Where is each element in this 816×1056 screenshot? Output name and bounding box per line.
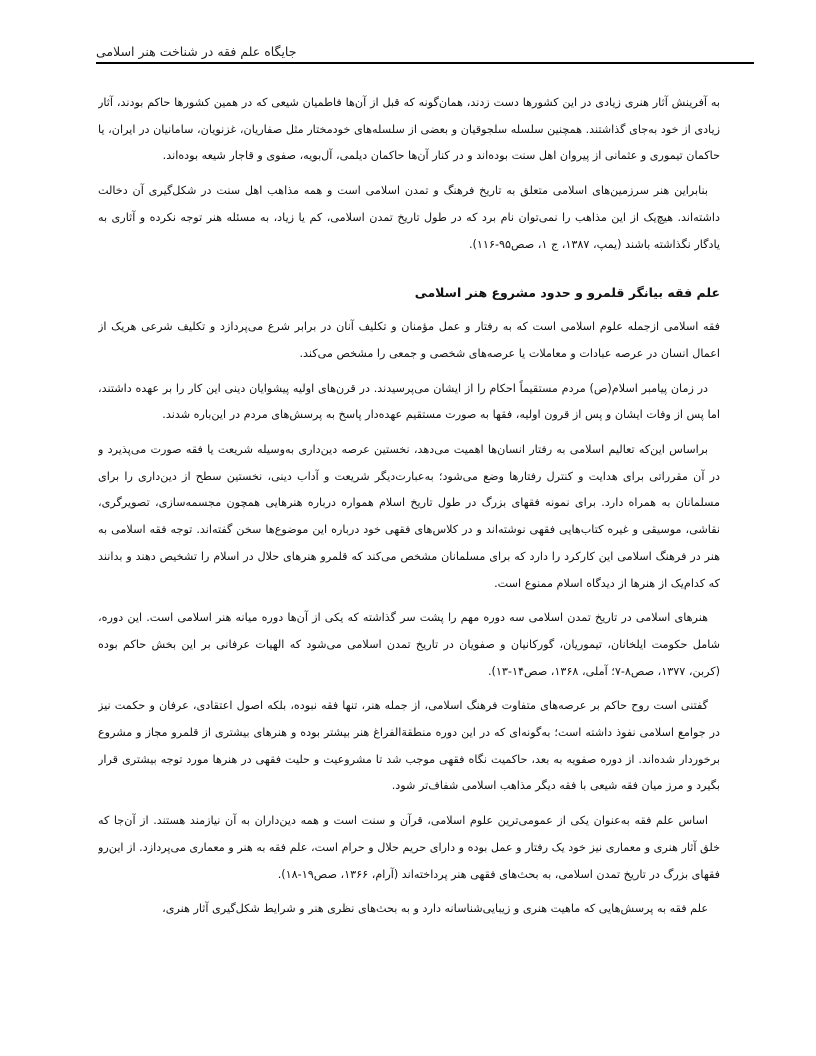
body-paragraph-6: هنرهای اسلامی در تاریخ تمدن اسلامی سه دوره مهم را پشت سر گذاشته که یکی از آن‌ها دوره میانه هنر اسلامی است. این دوره، شامل حکومت ایلخانان، تیموریان، گورکانیان و صفویان در تاریخ تمدن اسلامی می‌شود که الهیات عرفانی بر این بخش حاکم بوده (کربن، ۱۳۷۷، صص۸-۷؛ آملی، ۱۳۶۸، صص۱۴-۱۳). [98,611,720,678]
body-paragraph-5: براساس این‌که تعالیم اسلامی به رفتار انسان‌ها اهمیت می‌دهد، نخستین عرصه دین‌داری به‌وسیله شریعت یا فقه صورت می‌پذیرد و در آن مقرراتی برای هدایت و کنترل رفتارها وضع می‌شود؛ به‌عبارت‌دیگر شریعت و آداب دینی، نخستین سطح از دین‌داری را برای مسلمانان به همراه دارد. برای نمونه فقهای بزرگ در طول تاریخ اسلام همواره درباره هنرهایی همچون مجسمه‌سازی، تصویرگری، نقاشی، موسیقی و غیره کتاب‌هایی فقهی نوشته‌اند و در کلاس‌های فقهی خود درباره این موضوع‌ها سخن گفته‌اند. توجه فقه اسلامی به هنر در فرهنگ اسلامی این کارکرد را دارد که برای مسلمانان مشخص می‌کند که قلمرو هنرهای حلال در اسلام را تشخیص دهند و بدانند که کدام‌یک از هنرها از دیدگاه اسلام ممنوع است. [98,443,720,590]
running-title: جایگاه علم فقه در شناخت هنر اسلامی [96,44,297,59]
body-paragraph-8: اساس علم فقه به‌عنوان یکی از عمومی‌ترین علوم اسلامی، قرآن و سنت است و همه دین‌داران به آن نیازمند هستند. از آن‌جا که خلق آثار هنری و معماری نیز خود یک رفتار و عمل بوده و دارای حریم حلال و حرام است، علم فقه به هنر و معماری می‌پردازد. از این‌رو فقهای بزرگ در تاریخ تمدن اسلامی، به بحث‌های فقهی هنر پرداخته‌اند (آرام، ۱۳۶۶، صص۱۹-۱۸). [98,814,720,881]
body-paragraph-9: علم فقه به پرسش‌هایی که ماهیت هنری و زیبایی‌شناسانه دارد و به بحث‌های نظری هنر و شرایط شکل‌گیری آثار هنری، [162,902,708,916]
page-header [96,42,720,66]
body-paragraph-2: بنابراین هنر سرزمین‌های اسلامی متعلق به تاریخ فرهنگ و تمدن اسلامی است و همه مذاهب اهل سنت در شکل‌گیری آن دخالت داشته‌اند. هیچ‌یک از این مذاهب را نمی‌توان نام برد که در طول تاریخ تمدن اسلامی، کم یا زیاد، به مسئله هنر توجه نکرده و آثاری به یادگار نگذاشته باشند (یمپ، ۱۳۸۷، ج ۱، صص۹۵-۱۱۶). [98,184,720,251]
body-paragraph-1: به آفرینش آثار هنری زیادی در این کشورها دست زدند، همان‌گونه که قبل از آن‌ها فاطمیان شیعی که در همین کشورها حاکم بودند، آثار زیادی از خود به‌جای گذاشتند. همچنین سلسله سلجوقیان و بعضی از سلسله‌های خودمختار مثل صفاریان، غزنویان، سامانیان در ایران، یا حاکمان تیموری و عثمانی از پیروان اهل سنت بوده‌اند و در کنار آن‌ها حاکمان دیلمی، آل‌بویه، صفوی و قاجار شیعه بوده‌اند. [98,96,720,163]
section-heading: علم فقه بیانگر قلمرو و حدود مشروع هنر اسلامی [414,285,720,301]
body-paragraph-7: گفتنی است روح حاکم بر عرصه‌های متفاوت فرهنگ اسلامی، از جمله هنر، تنها فقه نبوده، بلکه اصول اعتقادی، عرفان و حکمت نیز در جوامع اسلامی نفوذ داشته است؛ به‌گونه‌ای که در این دوره منطقةالفراغ هنر بیشتر بوده و هنرهای بیشتری از قلمرو مجاز و مشروع برخوردار شده‌اند. از دوره صفویه به بعد، حاکمیت نگاه فقهی موجب شد تا مشروعیت و حلیت فقهی در هنرها مورد توجه بیشتری قرار بگیرد و مرز میان فقه شیعی با فقه دیگر مذاهب اسلامی شفاف‌تر شود. [98,699,720,793]
body-paragraph-4: در زمان پیامبر اسلام(ص) مردم مستقیماً احکام را از ایشان می‌پرسیدند. در قرن‌های اولیه پیشوایان دینی این کار را بر عهده داشتند، اما پس از وفات ایشان و پس از قرون اولیه، فقها به صورت مستقیم عهده‌دار پاسخ به پرسش‌های مردم در این‌باره شدند. [98,381,720,422]
body-paragraph-3: فقه اسلامی ازجمله علوم اسلامی است که به رفتار و عمل مؤمنان و تکلیف آنان در برابر شرع می‌پردازد و تکلیف شرعی هریک از اعمال انسان در عرصه عبادات و معاملات یا عرصه‌های شخصی و جمعی را مشخص می‌کند. [98,320,720,360]
page-body [98,90,720,1050]
header-rule [96,62,754,64]
